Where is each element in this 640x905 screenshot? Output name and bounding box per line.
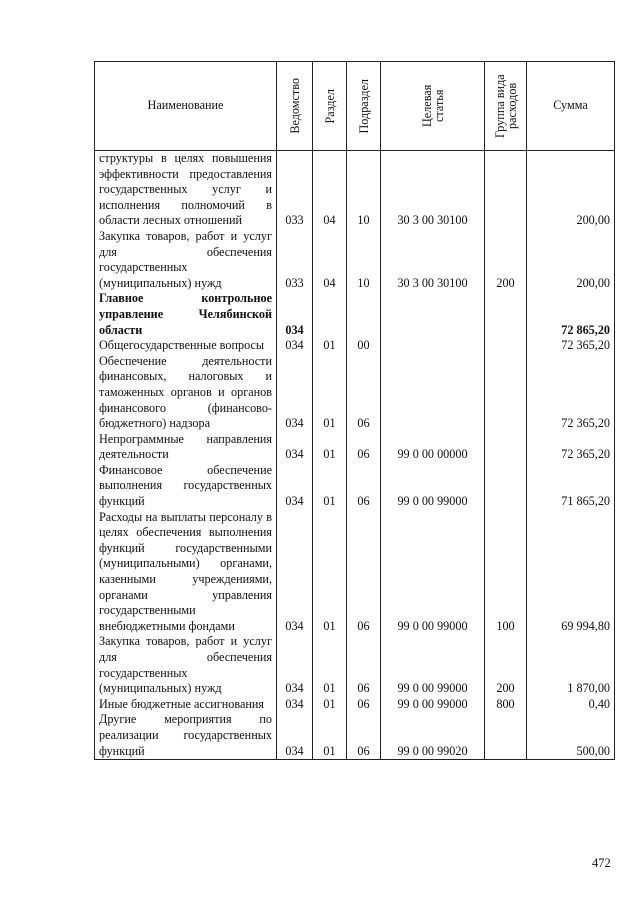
row-section: 01 xyxy=(313,463,347,510)
row-group: 200 xyxy=(485,634,527,696)
header-subsection xyxy=(347,62,381,151)
row-target: 30 3 00 30100 xyxy=(381,151,485,229)
row-section xyxy=(313,291,347,338)
row-dept: 034 xyxy=(277,697,313,713)
row-dept: 034 xyxy=(277,432,313,463)
header-sum: Сумма xyxy=(527,62,615,151)
row-group: 200 xyxy=(485,229,527,291)
row-subsection: 06 xyxy=(347,354,381,432)
row-dept: 033 xyxy=(277,151,313,229)
row-subsection: 06 xyxy=(347,697,381,713)
row-target: 99 0 00 99000 xyxy=(381,463,485,510)
row-name: Главное контрольное управление Челябинской области xyxy=(95,291,277,338)
row-dept: 034 xyxy=(277,354,313,432)
row-dept: 033 xyxy=(277,229,313,291)
row-dept: 034 xyxy=(277,634,313,696)
row-subsection xyxy=(347,291,381,338)
row-sum: 72 365,20 xyxy=(527,432,615,463)
header-section xyxy=(313,62,347,151)
row-group xyxy=(485,463,527,510)
header-dept xyxy=(277,62,313,151)
header-dept-label: Ведомство xyxy=(287,78,302,134)
row-group xyxy=(485,432,527,463)
row-name: Иные бюджетные ассигнования xyxy=(95,697,277,713)
row-target: 30 3 00 30100 xyxy=(381,229,485,291)
row-subsection: 06 xyxy=(347,432,381,463)
row-target: 99 0 00 99000 xyxy=(381,697,485,713)
row-dept: 034 xyxy=(277,463,313,510)
row-sum: 71 865,20 xyxy=(527,463,615,510)
row-section: 01 xyxy=(313,510,347,635)
row-group xyxy=(485,354,527,432)
row-dept: 034 xyxy=(277,712,313,759)
table-row xyxy=(95,151,615,229)
header-target-label: Целевая статья xyxy=(419,84,446,128)
row-target xyxy=(381,354,485,432)
table-row xyxy=(95,432,615,463)
table-row xyxy=(95,510,615,635)
row-name: Закупка товаров, работ и услуг для обеспечения государственных (муниципальных) нужд xyxy=(95,229,277,291)
row-name: Финансовое обеспечение выполнения государственных функций xyxy=(95,463,277,510)
row-sum: 0,40 xyxy=(527,697,615,713)
row-name: Обеспечение деятельности финансовых, налоговых и таможенных органов и органов финансового (финансово-бюджетного) надзора xyxy=(95,354,277,432)
row-sum: 72 365,20 xyxy=(527,354,615,432)
row-name: структуры в целях повышения эффективности предоставления государственных услуг и исполнения полномочий в области лесных отношений xyxy=(95,151,277,229)
table-row xyxy=(95,712,615,759)
table-row xyxy=(95,634,615,696)
row-target xyxy=(381,338,485,354)
row-sum: 69 994,80 xyxy=(527,510,615,635)
row-group xyxy=(485,338,527,354)
budget-table xyxy=(94,61,615,760)
row-name: Расходы на выплаты персоналу в целях обеспечения выполнения функций государственными (муниципальными) органами, казенными учреждениями, органами управления государственными внебюджетными фондами xyxy=(95,510,277,635)
page-number: 472 xyxy=(592,856,611,870)
row-subsection: 06 xyxy=(347,463,381,510)
table-row xyxy=(95,697,615,713)
table-row xyxy=(95,229,615,291)
row-name: Закупка товаров, работ и услуг для обеспечения государственных (муниципальных) нужд xyxy=(95,634,277,696)
row-name: Общегосударственные вопросы xyxy=(95,338,277,354)
row-dept: 034 xyxy=(277,338,313,354)
row-name: Непрограммные направления деятельности xyxy=(95,432,277,463)
row-subsection: 00 xyxy=(347,338,381,354)
row-section: 01 xyxy=(313,634,347,696)
row-section: 04 xyxy=(313,151,347,229)
row-dept: 034 xyxy=(277,510,313,635)
header-subsection-label: Подраздел xyxy=(356,78,371,134)
table-row xyxy=(95,354,615,432)
row-target: 99 0 00 00000 xyxy=(381,432,485,463)
row-target: 99 0 00 99000 xyxy=(381,510,485,635)
row-subsection: 10 xyxy=(347,151,381,229)
header-group xyxy=(485,62,527,151)
row-group xyxy=(485,291,527,338)
row-group xyxy=(485,712,527,759)
table-row xyxy=(95,463,615,510)
row-sum: 500,00 xyxy=(527,712,615,759)
row-subsection: 06 xyxy=(347,510,381,635)
row-sum: 200,00 xyxy=(527,151,615,229)
row-group: 100 xyxy=(485,510,527,635)
row-group: 800 xyxy=(485,697,527,713)
header-section-label: Раздел xyxy=(322,88,337,124)
row-section: 04 xyxy=(313,229,347,291)
row-section: 01 xyxy=(313,712,347,759)
table-row xyxy=(95,291,615,338)
row-target: 99 0 00 99000 xyxy=(381,634,485,696)
header-name: Наименование xyxy=(95,62,277,151)
row-sum: 1 870,00 xyxy=(527,634,615,696)
row-subsection: 06 xyxy=(347,712,381,759)
header-target xyxy=(381,62,485,151)
table-header xyxy=(95,62,615,151)
row-target: 99 0 00 99020 xyxy=(381,712,485,759)
row-sum: 72 365,20 xyxy=(527,338,615,354)
row-name: Другие мероприятия по реализации государственных функций xyxy=(95,712,277,759)
row-group xyxy=(485,151,527,229)
row-subsection: 06 xyxy=(347,634,381,696)
row-sum: 72 865,20 xyxy=(527,291,615,338)
table-row xyxy=(95,338,615,354)
row-subsection: 10 xyxy=(347,229,381,291)
header-group-label: Группа вида расходов xyxy=(492,74,519,138)
row-section: 01 xyxy=(313,697,347,713)
row-sum: 200,00 xyxy=(527,229,615,291)
row-section: 01 xyxy=(313,338,347,354)
row-section: 01 xyxy=(313,432,347,463)
row-section: 01 xyxy=(313,354,347,432)
row-target xyxy=(381,291,485,338)
row-dept: 034 xyxy=(277,291,313,338)
